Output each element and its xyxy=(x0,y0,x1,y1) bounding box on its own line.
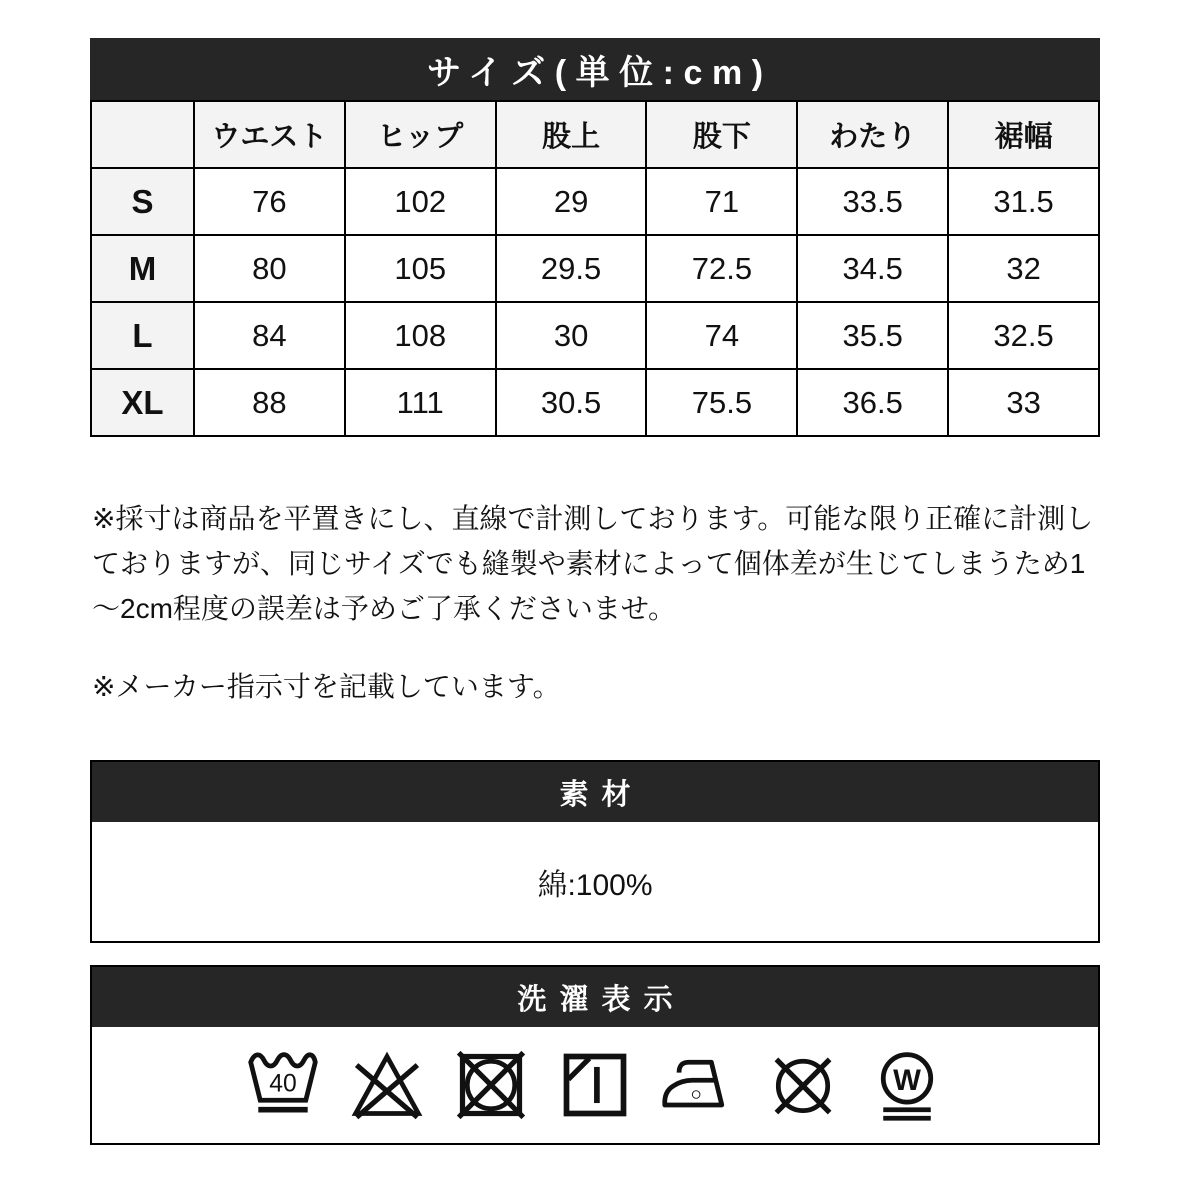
maker-note: ※メーカー指示寸を記載しています。 xyxy=(92,671,561,703)
cell: 80 xyxy=(194,235,345,302)
material-section xyxy=(90,760,1100,943)
no-dry-clean-icon xyxy=(765,1047,841,1123)
cell: 76 xyxy=(194,168,345,235)
col-header-waist: ウエスト xyxy=(194,101,345,168)
svg-text:40: 40 xyxy=(269,1070,297,1098)
col-header-rise: 股上 xyxy=(496,101,647,168)
col-header-hip: ヒップ xyxy=(345,101,496,168)
cell: 88 xyxy=(194,369,345,436)
table-row-xl xyxy=(91,369,1099,436)
svg-text:W: W xyxy=(893,1063,921,1097)
care-icons-row xyxy=(92,1027,1098,1143)
wet-clean-gentle-icon xyxy=(869,1047,945,1123)
cell: 36.5 xyxy=(797,369,948,436)
cell: 111 xyxy=(345,369,496,436)
wash-40-mild-icon xyxy=(245,1047,321,1123)
cell: 34.5 xyxy=(797,235,948,302)
cell: 105 xyxy=(345,235,496,302)
cell: 32 xyxy=(948,235,1099,302)
table-row-l xyxy=(91,302,1099,369)
cell: 102 xyxy=(345,168,496,235)
cell: 31.5 xyxy=(948,168,1099,235)
material-value: 綿:100% xyxy=(92,822,1098,941)
cell: 72.5 xyxy=(646,235,797,302)
cell: 30 xyxy=(496,302,647,369)
size-table-header-row xyxy=(91,101,1099,168)
notes xyxy=(92,497,1108,710)
cell: 33.5 xyxy=(797,168,948,235)
cell: 35.5 xyxy=(797,302,948,369)
size-table-title: サイズ(単位:cm) xyxy=(90,38,1100,100)
col-header-hem: 裾幅 xyxy=(948,101,1099,168)
measurement-note: ※採寸は商品を平置きにし、直線で計測しております。可能な限り正確に計測しておりますが、同じサイズでも縫製や素材によって個体差が生じてしまうため1～2cm程度の誤差は予めご了承くださいませ。 xyxy=(92,503,1094,624)
cell: 29 xyxy=(496,168,647,235)
table-row-s xyxy=(91,168,1099,235)
iron-low-icon xyxy=(661,1047,737,1123)
col-header-thigh: わたり xyxy=(797,101,948,168)
cell: 74 xyxy=(646,302,797,369)
size-label: M xyxy=(91,235,194,302)
corner-cell xyxy=(91,101,194,168)
cell: 71 xyxy=(646,168,797,235)
cell: 29.5 xyxy=(496,235,647,302)
shade-line-dry-icon xyxy=(557,1047,633,1123)
care-title: 洗濯表示 xyxy=(92,967,1098,1027)
care-section xyxy=(90,965,1100,1145)
size-label: XL xyxy=(91,369,194,436)
material-title: 素材 xyxy=(92,762,1098,822)
size-label: S xyxy=(91,168,194,235)
no-bleach-icon xyxy=(349,1047,425,1123)
cell: 33 xyxy=(948,369,1099,436)
cell: 108 xyxy=(345,302,496,369)
table-row-m xyxy=(91,235,1099,302)
cell: 32.5 xyxy=(948,302,1099,369)
size-table xyxy=(90,100,1100,437)
size-label: L xyxy=(91,302,194,369)
size-table-section xyxy=(90,38,1100,437)
cell: 75.5 xyxy=(646,369,797,436)
cell: 84 xyxy=(194,302,345,369)
cell: 30.5 xyxy=(496,369,647,436)
no-tumble-dry-icon xyxy=(453,1047,529,1123)
col-header-inseam: 股下 xyxy=(646,101,797,168)
